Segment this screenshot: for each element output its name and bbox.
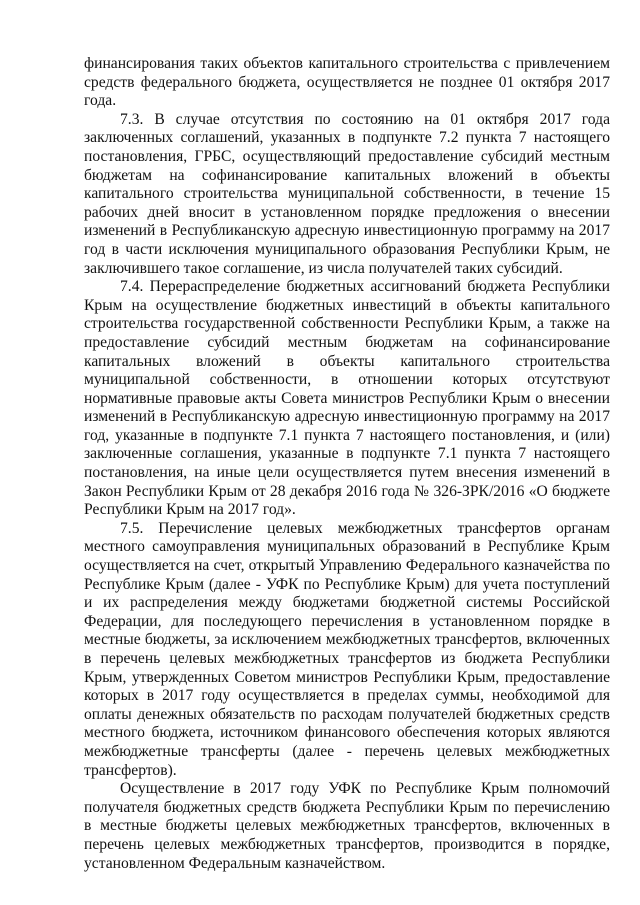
paragraph-text: Осуществление в 2017 году УФК по Республике Крым полномочий получателя бюджетных средств бюджета Республики Крым по перечислению в местные бюджеты целевых межбюджетных трансфертов, включенных в перечень целевых межбюджетных трансфертов, производится в порядке, установленном Федеральным казначейством. — [84, 780, 610, 872]
paragraph-7-3 — [84, 111, 610, 278]
paragraph-text: Перечисление целевых межбюджетных трансфертов органам местного самоуправления муниципальных образований в Республике Крым осуществляется на счет, открытый Управлению Федерального казначейства по Республике Крым (далее - УФК по Республике Крым) для учета поступлений и их распределения между бюджетами бюджетной системы Российской Федерации, для последующего перечисления в установленном порядке в местные бюджеты, за исключением межбюджетных трансфертов, включенных в перечень целевых межбюджетных трансфертов из бюджета Республики Крым, утвержденных Советом министров Республики Крым, предоставление которых в 2017 году осуществляется в пределах суммы, необходимой для оплаты денежных обязательств по расходам получателей бюджетных средств местного бюджета, источником финансового обеспечения которых являются межбюджетные трансферты (далее - перечень целевых межбюджетных трансфертов). — [84, 519, 610, 779]
paragraph-text: Перераспределение бюджетных ассигнований бюджета Республики Крым на осуществление бюджетных инвестиций в объекты капитального строительства государственной собственности Республики Крым, а также на предоставление субсидий местным бюджетам на софинансирование капитальных вложений в объекты капитального строительства муниципальной собственности, в отношении которых отсутствуют нормативные правовые акты Совета министров Республики Крым о внесении изменений в Республиканскую адресную инвестиционную программу на 2017 год, указанные в подпункте 7.1 пункта 7 настоящего постановления, и (или) заключенные соглашения, указанные в подпункте 7.1 пункта 7 настоящего постановления, на иные цели осуществляется путем внесения изменений в Закон Республики Крым от 28 декабря 2016 года № 326-ЗРК/2016 «О бюджете Республики Крым на 2017 год». — [84, 278, 610, 519]
paragraph-ufk-authority — [84, 780, 610, 873]
paragraph-7-5 — [84, 520, 610, 780]
paragraph-7-4 — [84, 278, 610, 520]
paragraph-text: финансирования таких объектов капитального строительства с привлечением средств федерального бюджета, осуществляется не позднее 01 октября 2017 года. — [84, 55, 610, 110]
paragraph-continuation — [84, 55, 610, 111]
paragraph-text: В случае отсутствия по состоянию на 01 октября 2017 года заключенных соглашений, указанных в подпункте 7.2 пункта 7 настоящего постановления, ГРБС, осуществляющий предоставление субсидий местным бюджетам на софинансирование капитальных вложений в объекты капитального строительства муниципальной собственности, в течение 15 рабочих дней вносит в установленном порядке предложения о внесении изменений в Республиканскую адресную инвестиционную программу на 2017 год в части исключения муниципального образования Республики Крым, не заключившего такое соглашение, из числа получателей таких субсидий. — [84, 110, 610, 277]
paragraph-number: 7.3. — [120, 110, 144, 128]
paragraph-number: 7.4. — [120, 278, 144, 296]
document-body — [84, 55, 610, 873]
paragraph-number: 7.5. — [120, 519, 144, 537]
